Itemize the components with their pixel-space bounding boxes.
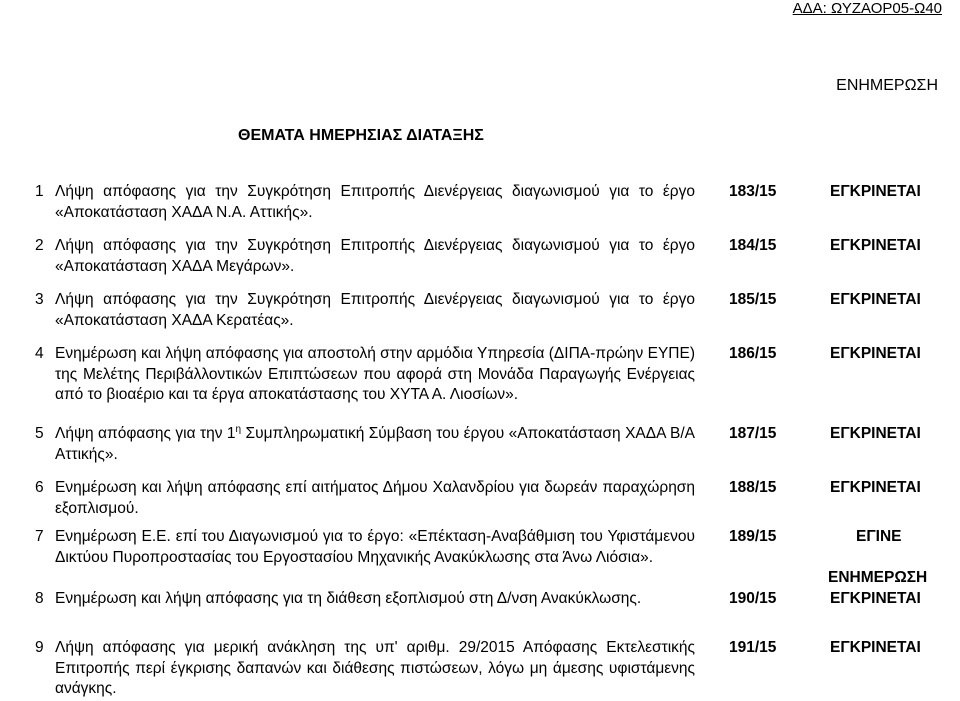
decision-status: ΕΓΚΡΙΝΕΤΑΙ (830, 639, 921, 656)
decision-number: 188/15 (729, 479, 777, 496)
decision-status: ΕΓΚΡΙΝΕΤΑΙ (830, 237, 921, 254)
decision-status: ΕΓΚΡΙΝΕΤΑΙ (830, 291, 921, 308)
item-text: Λήψη απόφασης για την Συγκρότηση Επιτροπής Διενέργειας διαγωνισμού για το έργο «Αποκατάσταση ΧΑΔΑ Μεγάρων». (55, 237, 695, 275)
item-number: 3 (35, 291, 44, 308)
decision-number: 191/15 (729, 639, 777, 656)
ada-code: ΑΔΑ: ΩΥΖΑΟΡ05-Ω40 (792, 0, 942, 17)
item-number: 6 (35, 479, 44, 496)
decision-status: ΕΓΚΡΙΝΕΤΑΙ (830, 479, 921, 496)
item-number: 5 (35, 425, 44, 442)
item-number: 7 (35, 528, 44, 545)
item-text: Λήψη απόφασης για την $1^\eta$ Συμπληρωματική Σύμβαση του έργου «Αποκατάσταση ΧΑΔΑ Β/Α Αττικής». (55, 423, 695, 463)
page-title: ΘΕΜΑΤΑ ΗΜΕΡΗΣΙΑΣ ΔΙΑΤΑΞΗΣ (238, 127, 484, 144)
decision-number: 184/15 (729, 237, 777, 254)
decision-status: ΕΓΚΡΙΝΕΤΑΙ (830, 183, 921, 200)
decision-number: 190/15 (729, 590, 777, 607)
decision-number: 185/15 (729, 291, 777, 308)
item-text: Λήψη απόφασης για την Συγκρότηση Επιτροπής Διενέργειας διαγωνισμού για το έργο «Αποκατάσταση ΧΑΔΑ Ν.Α. Αττικής». (55, 183, 695, 221)
decision-status-line2: ΕΝΗΜΕΡΩΣΗ (828, 569, 928, 586)
item-text: Λήψη απόφασης για την Συγκρότηση Επιτροπής Διενέργειας διαγωνισμού για το έργο «Αποκατάσταση ΧΑΔΑ Κερατέας». (55, 291, 695, 329)
item-number: 1 (35, 183, 44, 200)
update-column-header: ΕΝΗΜΕΡΩΣΗ (836, 77, 938, 94)
decision-status: ΕΓΚΡΙΝΕΤΑΙ (830, 345, 921, 362)
decision-status: ΕΓΚΡΙΝΕΤΑΙ (830, 425, 921, 442)
item-number: 9 (35, 639, 44, 656)
item-number: 8 (35, 590, 44, 607)
decision-status: ΕΓΚΡΙΝΕΤΑΙ (830, 590, 921, 607)
item-number: 4 (35, 345, 44, 362)
decision-status: ΕΓΙΝΕ (856, 528, 902, 545)
decision-number: 189/15 (729, 528, 777, 545)
item-text: Ενημέρωση Ε.Ε. επί του Διαγωνισμού για το έργο: «Επέκταση-Αναβάθμιση του Υφιστάμενου Δικτύου Πυροπροστασίας του Εργοστασίου Μηχανικής Ανακύκλωσης στα Άνω Λιόσια». (55, 528, 695, 566)
item-text: Ενημέρωση και λήψη απόφασης επί αιτήματος Δήμου Χαλανδρίου για δωρεάν παραχώρηση εξοπλισμού. (55, 479, 695, 517)
decision-number: 183/15 (729, 183, 777, 200)
decision-number: 187/15 (729, 425, 777, 442)
decision-number: 186/15 (729, 345, 777, 362)
item-text: Ενημέρωση και λήψη απόφασης για τη διάθεση εξοπλισμού στη Δ/νση Ανακύκλωσης. (55, 590, 642, 607)
item-number: 2 (35, 237, 44, 254)
item-text: Λήψη απόφασης για μερική ανάκληση της υπ' αριθμ. 29/2015 Απόφασης Εκτελεστικής Επιτροπής περί έγκρισης δαπανών και διάθεσης πιστώσεων, λόγω μη άμεσης υφιστάμενης ανάγκης. (55, 639, 695, 698)
item-text: Ενημέρωση και λήψη απόφασης για αποστολή στην αρμόδια Υπηρεσία (ΔΙΠΑ-πρώην ΕΥΠΕ) της Μελέτης Περιβάλλοντικών Επιπτώσεων που αφορά στη Μονάδα Παραγωγής Ενέργειας από το βιοαέριο και τα έργα αποκατάστασης του ΧΥΤΑ Α. Λιοσίων». (55, 345, 695, 404)
